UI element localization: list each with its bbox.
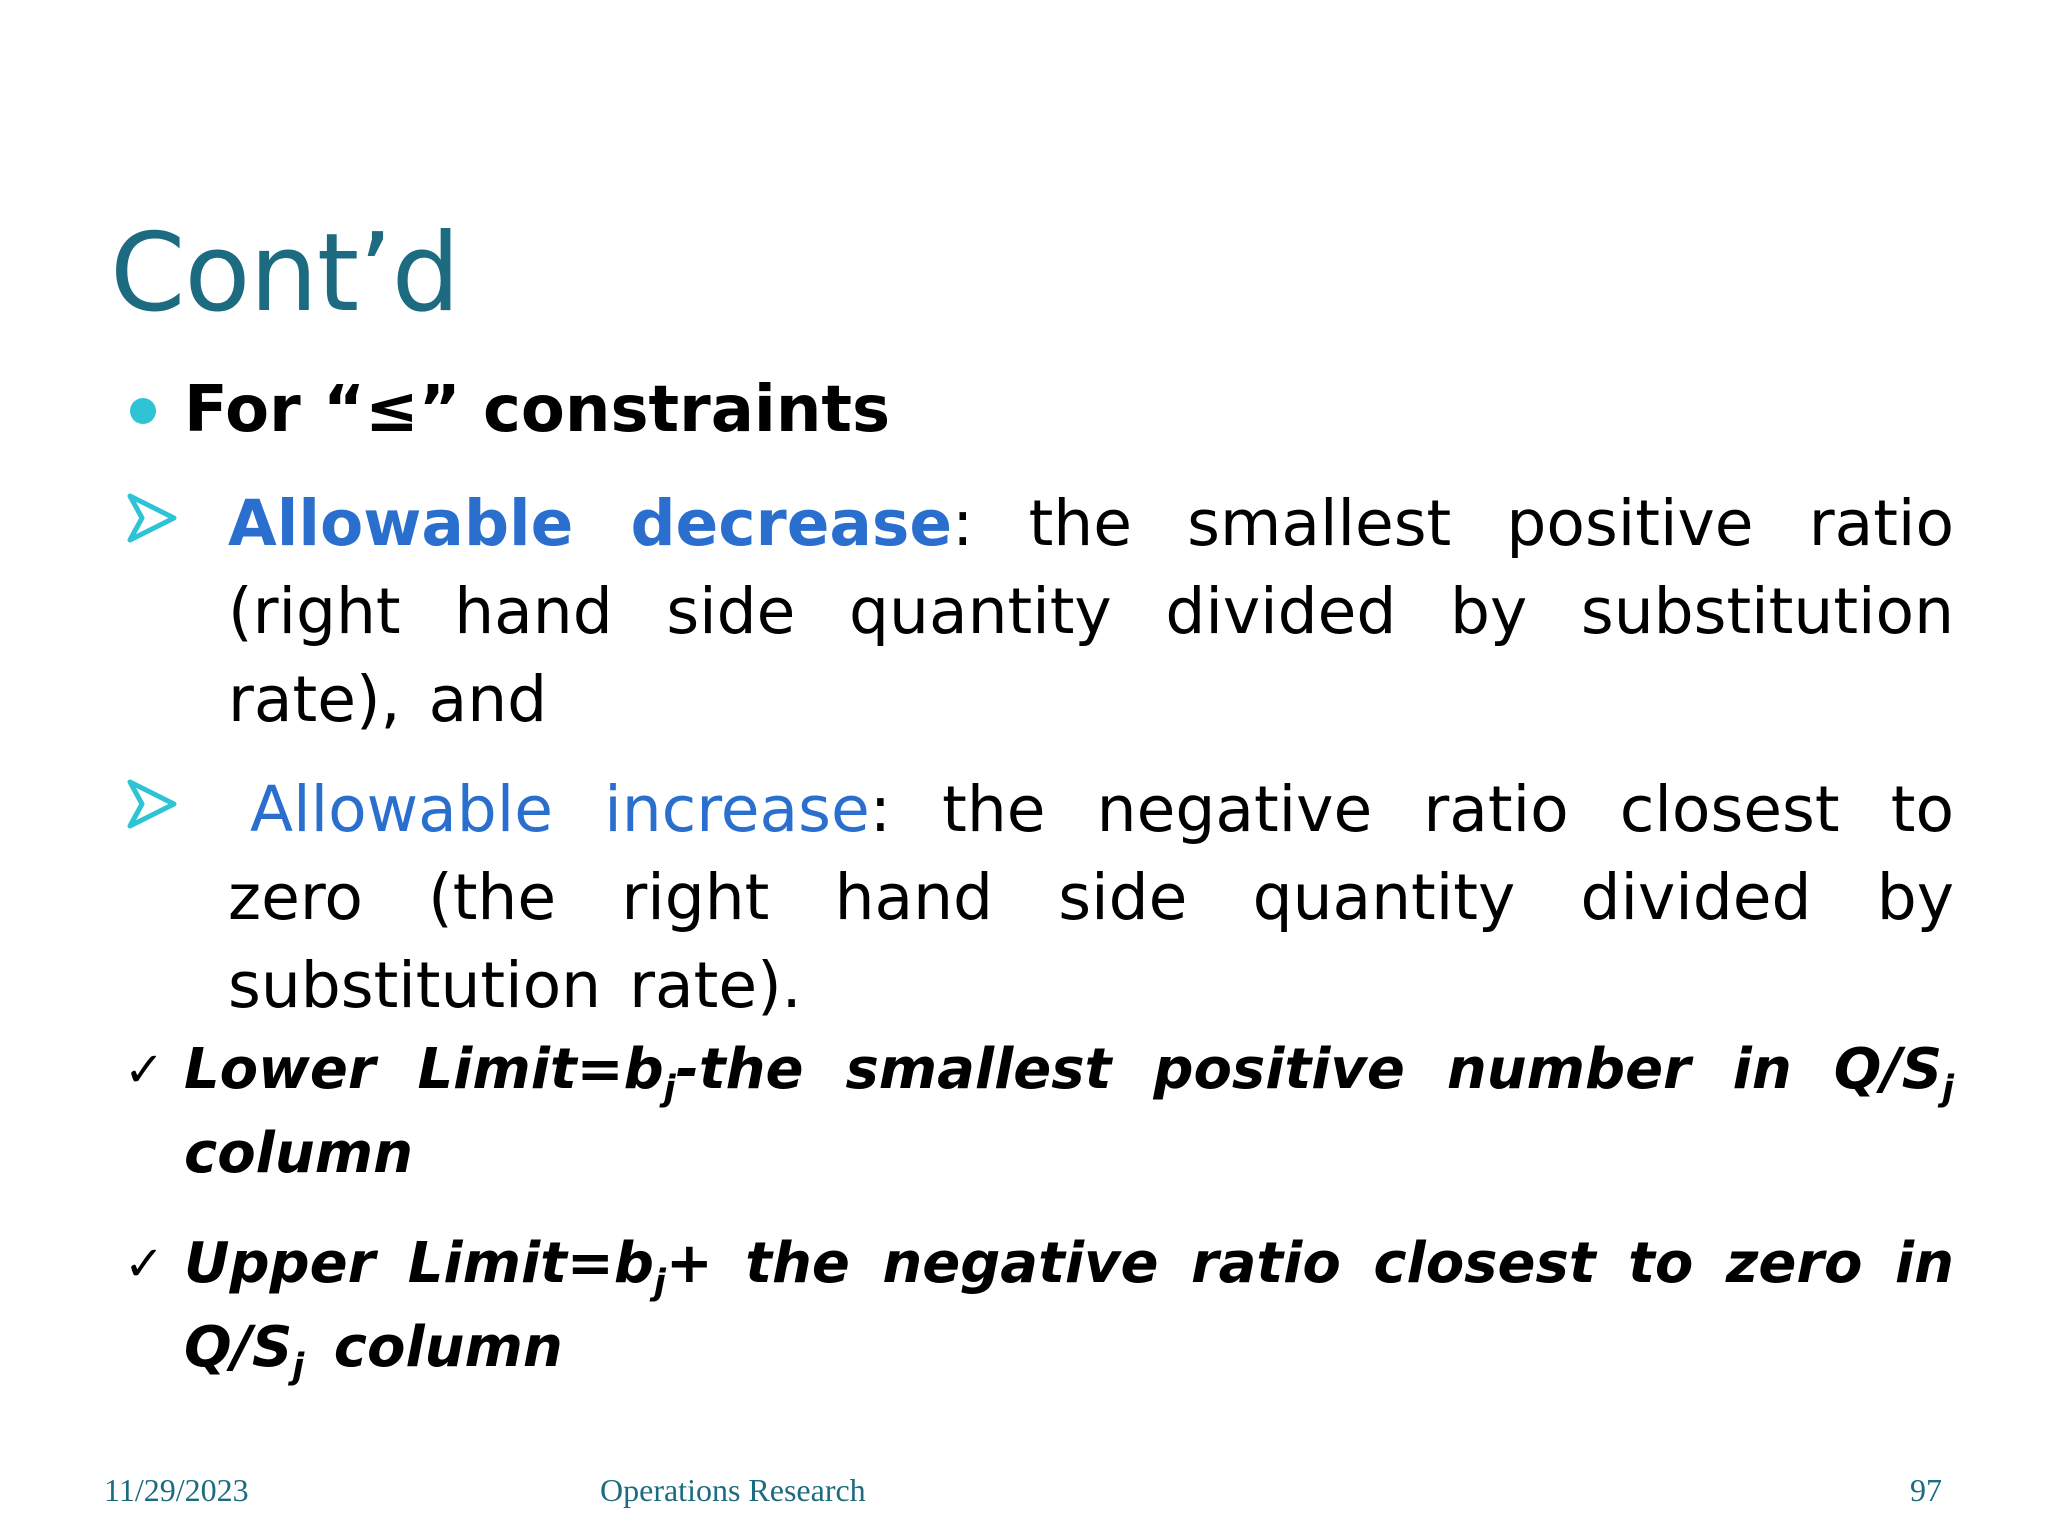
lower-limit-part3: column [184, 1121, 413, 1186]
term-allowable-increase: Allowable increase [250, 773, 870, 846]
term-allowable-decrease: Allowable decrease [228, 487, 953, 560]
filled-circle-bullet-icon [130, 398, 156, 424]
upper-limit-sub2: j [292, 1347, 305, 1388]
item-text-decrease [228, 480, 1954, 744]
bullet-text: For “≤” constraints [184, 373, 891, 447]
check-text-upper-limit [184, 1222, 1954, 1390]
desc-allowable-decrease: : the smallest positive ratio (right hand side quantity divided by substitution rate), and [228, 487, 1954, 736]
arrowhead-bullet-icon [126, 778, 178, 830]
upper-limit-part3: column [304, 1315, 563, 1380]
upper-limit-part1: Upper Limit=b [184, 1231, 654, 1296]
lower-limit-sub1: j [663, 1069, 676, 1110]
item-text-increase [228, 766, 1954, 1030]
footer-page-number: 97 [1910, 1472, 1942, 1508]
desc-allowable-increase: : the negative ratio closest to zero (the right hand side quantity divided by substitution rate). [228, 773, 1954, 1022]
checkmark-icon: ✓ [124, 1042, 165, 1098]
lower-limit-part1: Lower Limit=b [184, 1037, 664, 1102]
lower-limit-part2: -the smallest positive number in Q/S [675, 1037, 1943, 1102]
slide-title: Cont’d [110, 211, 460, 336]
checkmark-icon: ✓ [124, 1236, 165, 1292]
lower-limit-sub2: j [1942, 1069, 1955, 1110]
arrowhead-bullet-icon [126, 492, 178, 544]
check-text-lower-limit [184, 1028, 1954, 1196]
upper-limit-sub1: j [653, 1263, 666, 1304]
footer-course: Operations Research [600, 1472, 866, 1508]
footer-date: 11/29/2023 [104, 1472, 249, 1508]
upper-limit-part2: + the negative ratio closest to zero in Q/S [184, 1231, 1954, 1380]
